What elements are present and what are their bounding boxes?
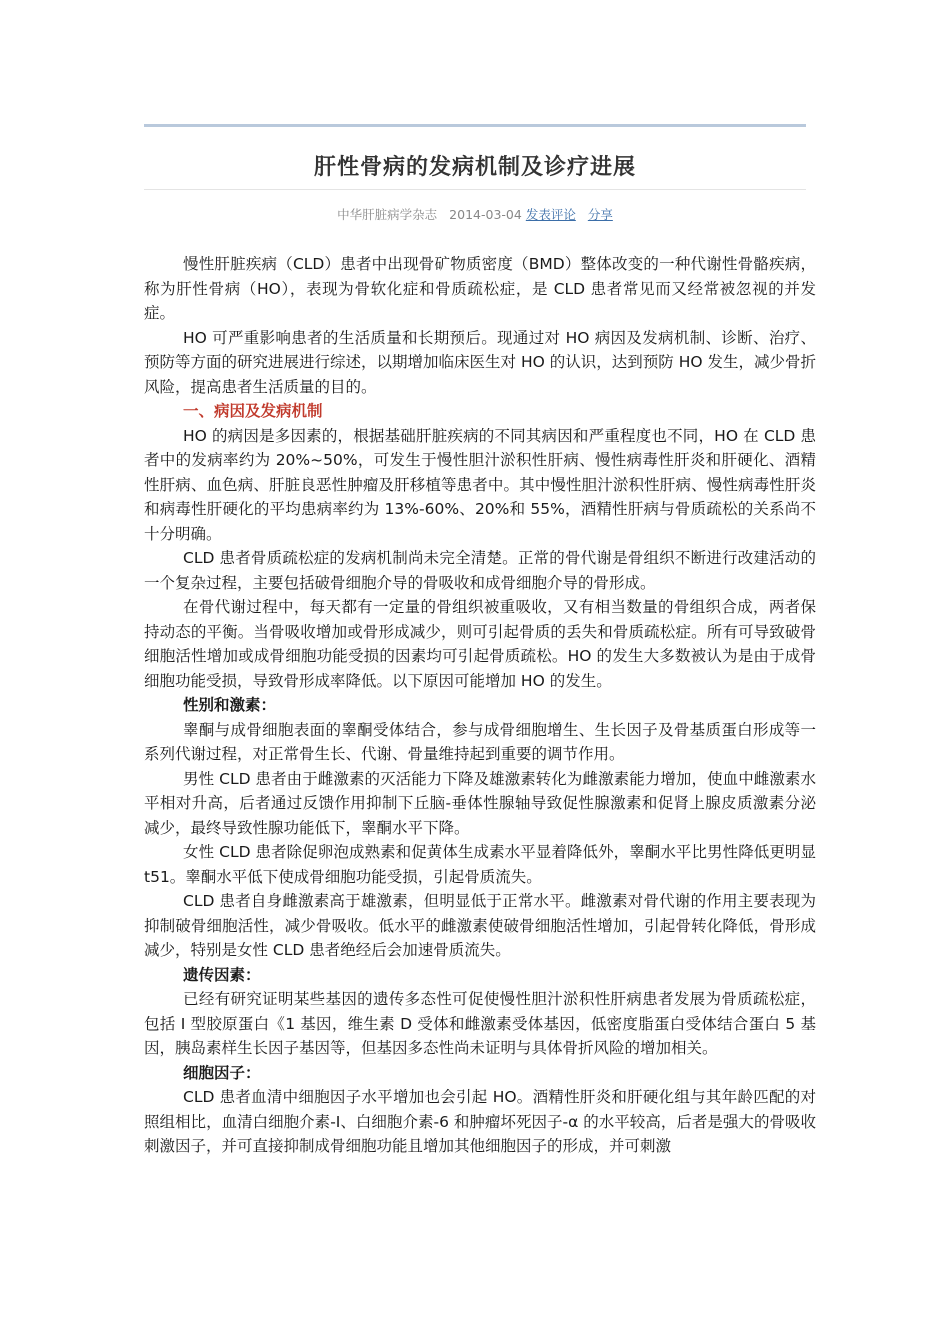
body-paragraph: CLD 患者自身雌激素高于雄激素，但明显低于正常水平。雌激素对骨代谢的作用主要表现为抑制破骨细胞活性，减少骨吸收。低水平的雌激素使破骨细胞活性增加，引起骨转化降低，骨形成减少，特别是女性 CLD 患者绝经后会加速骨质流失。	[144, 892, 816, 959]
body-paragraph: 女性 CLD 患者除促卵泡成熟素和促黄体生成素水平显着降低外，睾酮水平比男性降低更明显 t51。睾酮水平低下使成骨细胞功能受损，引起骨质流失。	[144, 843, 816, 886]
body-paragraph: 慢性肝脏疾病（CLD）患者中出现骨矿物质密度（BMD）整体改变的一种代谢性骨骼疾病，称为肝性骨病（HO），表现为骨软化症和骨质疏松症，是 CLD 患者常见而又经常被忽视的并发症。	[144, 255, 816, 322]
body-paragraph: HO 的病因是多因素的，根据基础肝脏疾病的不同其病因和严重程度也不同，HO 在 CLD 患者中的发病率约为 20%~50%，可发生于慢性胆汁淤积性肝病、慢性病毒性肝炎和肝硬化、酒精性肝病、血色病、肝脏良恶性肿瘤及肝移植等患者中。其中慢性胆汁淤积性肝病、慢性病毒性肝炎和病毒性肝硬化的平均患病率约为 13%-60%、20%和 55%，酒精性肝病与骨质疏松的关系尚不十分明确。	[144, 426, 816, 543]
date-label: 2014-03-04	[449, 207, 522, 222]
article-title: 肝性骨病的发病机制及诊疗进展	[313, 155, 636, 180]
article-body	[144, 252, 816, 1159]
title-divider	[144, 189, 806, 190]
subsection-heading: 遗传因素：	[183, 965, 261, 984]
body-paragraph: 男性 CLD 患者由于雌激素的灭活能力下降及雄激素转化为雌激素能力增加，使血中雌激素水平相对升高，后者通过反馈作用抑制下丘脑-垂体性腺轴导致促性腺激素和促肾上腺皮质激素分泌减少，最终导致性腺功能低下，睾酮水平下降。	[144, 769, 816, 837]
subsection-heading: 性别和激素：	[183, 696, 277, 714]
body-paragraph: CLD 患者骨质疏松症的发病机制尚未完全清楚。正常的骨代谢是骨组织不断进行改建活动的一个复杂过程，主要包括破骨细胞介导的骨吸收和成骨细胞介导的骨形成。	[144, 549, 816, 592]
source-label: 中华肝脏病学杂志	[337, 207, 438, 222]
article-meta	[144, 205, 806, 223]
comment-link[interactable]: 发表评论	[525, 207, 576, 222]
body-paragraph: CLD 患者血清中细胞因子水平增加也会引起 HO。酒精性肝炎和肝硬化组与其年龄匹配的对照组相比，血清白细胞介素-I、白细胞介素-6 和肿瘤坏死因子-α 的水平较高，后者是强大的骨吸收刺激因子，并可直接抑制成骨细胞功能且增加其他细胞因子的形成，并可刺激	[144, 1088, 816, 1155]
section-heading: 一、病因及发病机制	[183, 402, 323, 420]
subsection-heading: 细胞因子：	[183, 1063, 261, 1082]
share-link[interactable]: 分享	[587, 207, 613, 222]
body-paragraph: 在骨代谢过程中，每天都有一定量的骨组织被重吸收，又有相当数量的骨组织合成，两者保持动态的平衡。当骨吸收增加或骨形成减少，则可引起骨质的丢失和骨质疏松症。所有可导致破骨细胞活性增加或成骨细胞功能受损的因素均可引起骨质疏松。HO 的发生大多数被认为是由于成骨细胞功能受损，导致骨形成率降低。以下原因可能增加 HO 的发生。	[144, 598, 816, 690]
body-paragraph: 已经有研究证明某些基因的遗传多态性可促使慢性胆汁淤积性肝病患者发展为骨质疏松症，包括 I 型胶原蛋白《1 基因，维生素 D 受体和雌激素受体基因，低密度脂蛋白受体结合蛋白 5 基因，胰岛素样生长因子基因等，但基因多态性尚未证明与具体骨折风险的增加相关。	[144, 990, 816, 1057]
header-divider	[144, 124, 806, 127]
body-paragraph: 睾酮与成骨细胞表面的睾酮受体结合，参与成骨细胞增生、生长因子及骨基质蛋白形成等一系列代谢过程，对正常骨生长、代谢、骨量维持起到重要的调节作用。	[144, 720, 816, 763]
body-paragraph: HO 可严重影响患者的生活质量和长期预后。现通过对 HO 病因及发病机制、诊断、治疗、预防等方面的研究进展进行综述，以期增加临床医生对 HO 的认识，达到预防 HO 发生，减少骨折风险，提高患者生活质量的目的。	[144, 328, 816, 396]
